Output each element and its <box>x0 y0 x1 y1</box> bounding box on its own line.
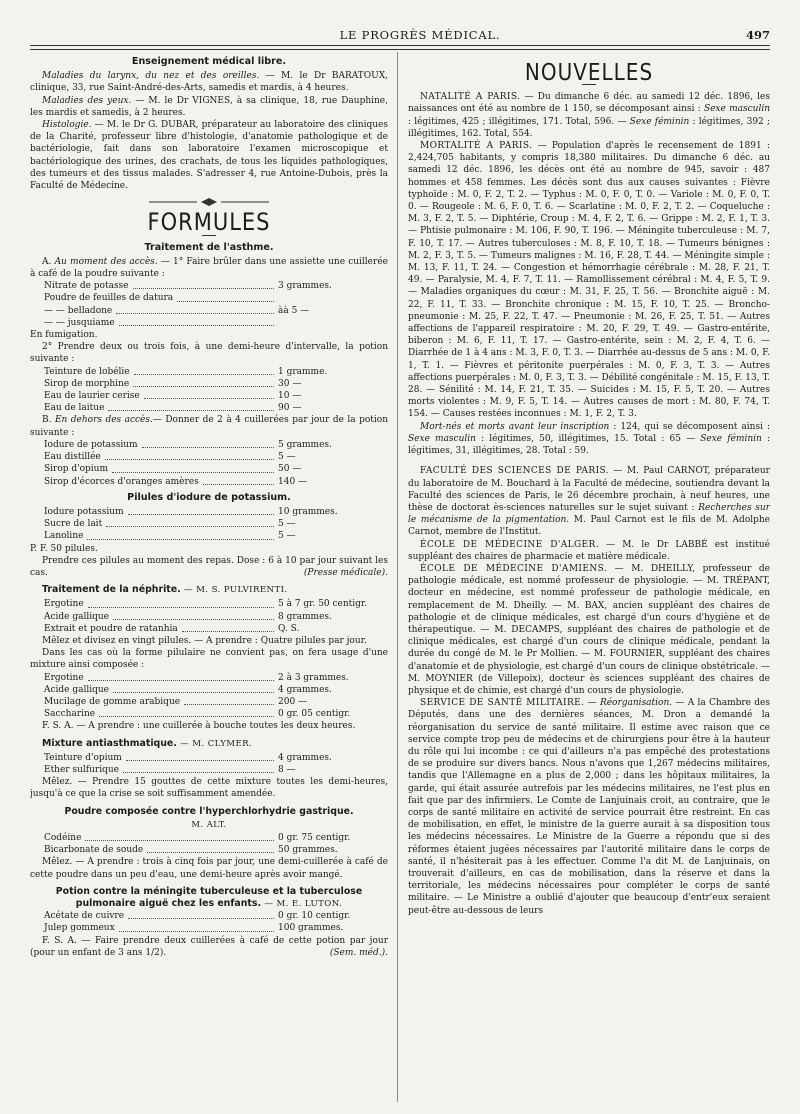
leader-dots <box>128 910 274 919</box>
recipe-list <box>30 598 388 635</box>
paragraph-mortnes <box>408 421 770 458</box>
ingredient-quantity: 140 — <box>278 476 308 487</box>
ingredient-name: Saccharine <box>44 709 96 720</box>
paragraph: Mêlez. — A prendre : trois à cinq fois par jour, une demi-cuillerée à café de cette poudre dans un peu d'eau, une demi-heure après avoir mangé. <box>30 857 388 880</box>
recipe-list <box>30 752 388 776</box>
paragraph <box>30 256 388 280</box>
ingredient-quantity: 50 — <box>278 464 302 475</box>
text: — A la Chambre des Députés, dans une des dernières séances, M. Dron a demandé la réorganisation du service de santé militaire. Il estime avec raison que ce service compte trop peu de médecins et de chirurgiens pour être à la hauteur du rôle qui lui incombe : ce qui d'ailleurs n'a pas empêché des protestations de se produire sur divers bancs. Nous n'avons que 1,267 médecins militaires, tandis que l'Allemagne en a plus de 2,000 ; dans les hôpitaux militaires, la garde, qui était assurée autrefois par les médecins militaires, ne l'est plus en fait que par des infirmiers. Le Comte de Lanjuinais croit, au contraire, que le corps de santé militaire en activité de service pourrait être restreint. En cas de mobilisation, en effet, le ministre de la guerre aurait à sa disposition tous les médecins nécessaires. Le Ministre de la Guerre a répondu que si des réformes étaient jugées nécessaires par l'autorité militaire dans le corps de santé, il n'hésiterait pas à les effectuer. Comme l'a dit M. de Lanjuinais, on trouverait d'ailleurs, en cas de mobilisation, dans la réserve et dans la territoriale, les médecins nécessaires pour compléter le corps de santé militaire. — Le Ministre a oublié d'ajouter que beaucoup d'entr'eux seraient peut-être au-dessous de leurs <box>408 698 770 916</box>
recipe-line <box>44 451 388 463</box>
ingredient-quantity: 0 gr. 10 centigr. <box>278 911 351 922</box>
paragraph: Mêlez. — Prendre 15 gouttes de cette mixture toutes les demi-heures, jusqu'à ce que la crise se soit suffisamment amendée. <box>30 777 388 800</box>
paragraph <box>30 95 388 119</box>
recipe-line <box>44 378 388 390</box>
leader-dots <box>119 317 274 326</box>
leader-dots <box>126 752 274 761</box>
ingredient-quantity: 0 gr. 75 centigr. <box>278 832 351 843</box>
ingredient-quantity: Q. S. <box>278 623 300 634</box>
ingredient-quantity: 8 — <box>278 764 296 775</box>
leader-dots <box>105 451 274 460</box>
leader-dots <box>203 476 274 485</box>
leader-dots <box>99 708 274 717</box>
text: — M. le Dr G. DUBAR, préparateur au laboratoire des cliniques de la Charité, professeur libre d'histologie, d'anatomie pathologique et de bactériologie, fait dans son laboratoire l'examen microscopique et bactériologique des urines, des crachats, de tous les liquides pathologiques, des tumeurs et des tissus malades. S'adresser 4, rue Antoine-Dubois, près la Faculté de Médecine. <box>30 120 388 192</box>
recipe-line <box>44 518 388 530</box>
ingredient-quantity: 8 grammes. <box>278 611 332 622</box>
paragraph: F. S. A. — A prendre : une cuillerée à bouche toutes les deux heures. <box>42 721 356 732</box>
recipe-line <box>44 463 388 475</box>
text: . M. Paul Carnot est le fils de M. Adolphe Carnot, membre de l'Institut. <box>408 515 770 538</box>
text: : légitimes, 50, illégitimes, 15. Total : 65 — <box>475 433 701 444</box>
ingredient-quantity: 10 — <box>278 391 302 402</box>
ingredient-name: Sirop d'opium <box>44 464 109 475</box>
leader-dots <box>133 280 274 289</box>
paragraph-mortalite <box>408 140 770 421</box>
leader-dots <box>119 922 274 931</box>
ingredient-name: Poudre de feuilles de datura <box>44 293 174 304</box>
text: A. <box>42 256 55 267</box>
lead: MORTALITÉ A PARIS. <box>420 141 533 152</box>
leader-dots <box>112 463 274 472</box>
source: (Sem. méd.). <box>329 947 388 958</box>
ingredient-quantity: 100 grammes. <box>278 923 344 934</box>
paragraph-amiens <box>408 563 770 697</box>
paragraph-faculte <box>408 465 770 538</box>
recipe-line <box>44 764 388 776</box>
leader-dots <box>116 305 274 314</box>
ingredient-quantity: 5 — <box>278 531 296 542</box>
recipe-line <box>44 439 388 451</box>
ingredient-name: Sirop d'écorces d'oranges amères <box>44 476 199 487</box>
paragraph: 2° Prendre deux ou trois fois, à une demi-heure d'intervalle, la potion suivante : <box>30 342 388 365</box>
text: — M. DHEILLY, professeur de pathologie médicale, est nommé professeur de physiologie. — M. TRÉPANT, docteur en médecine, est nommé professeur de pathologie médicale, en remplacement de M. Dheilly. — M. BAX, ancien suppléant des chaires de pathologie et de clinique médicales, est chargé d'un cours d'hygiène et de thérapeutique. — M. DECAMPS, suppléant des chaires de pathologie et de clinique médicales, est chargé d'un cours de clinique médicale, pendant la durée du congé de M. le Pr Mollien. — M. FOURNIER, suppléant des chaires d'anatomie et de physiologie, est chargé d'un cours de clinique obstétricale. — M. MOYNIER (de Villepoix), docteur ès sciences suppléant des chaires de physique et de chimie, est chargé d'un cours de physiologie. <box>408 563 770 696</box>
paragraph: P. F. 50 pilules. <box>30 543 98 554</box>
leader-dots <box>85 832 274 841</box>
ingredient-name: Acétate de cuivre <box>44 911 125 922</box>
lead: Maladies des yeux. <box>42 95 132 106</box>
ingredient-name: Julep gommeux <box>44 923 115 934</box>
ingredient-quantity <box>278 317 388 329</box>
ingredient-name: Extrait et poudre de ratanhia <box>44 623 178 634</box>
heading-potion <box>30 886 388 910</box>
text: : 124, qui se décomposent ainsi : <box>609 421 770 432</box>
ingredient-name: Ergotine <box>44 672 84 683</box>
title: Mixture antiasthmatique. <box>42 737 177 749</box>
paragraph: Mêlez et divisez en vingt pilules. — A prendre : Quatre pilules par jour. <box>42 635 367 646</box>
recipe-list <box>30 832 388 856</box>
ingredient-quantity: 200 — <box>278 696 308 707</box>
ingredient-name: Acide gallique <box>44 684 110 695</box>
ingredient-name: — — belladone <box>44 305 113 316</box>
leader-dots <box>113 684 274 693</box>
leader-dots <box>108 402 274 411</box>
ingredient-name: Eau de laitue <box>44 403 105 414</box>
ingredient-quantity: 30 — <box>278 378 302 389</box>
author: — M. E. LUTON. <box>264 899 343 909</box>
text: — M. le Dr BARATOUX, clinique, 33, rue Saint-André-des-Arts, samedis et mardis, à 4 heures. <box>30 71 388 94</box>
italic: Sexe féminin <box>700 433 762 444</box>
running-title: LE PROGRÈS MÉDICAL. <box>339 28 501 42</box>
ingredient-name: Acide gallique <box>44 611 110 622</box>
leader-dots <box>182 623 274 632</box>
text: — Donner de 2 à 4 cuillerées par jour de la potion suivante : <box>30 415 388 438</box>
recipe-list <box>30 366 388 415</box>
text: — M. le Dr VIGNES, à sa clinique, 18, rue Dauphine, les mardis et samedis, à 2 heures. <box>30 95 388 118</box>
recipe-line <box>44 844 388 856</box>
ingredient-quantity: 10 grammes. <box>278 506 338 517</box>
text: — Du dimanche 6 déc. au samedi 12 déc. 1896, les naissances ont été au nombre de 1 150, se décomposant ainsi : <box>408 92 770 115</box>
paragraph-alger <box>408 539 770 563</box>
ingredient-name: Teinture de lobélie <box>44 366 130 377</box>
ingredient-quantity: 1 gramme. <box>278 366 328 377</box>
recipe-line <box>44 530 388 542</box>
lead: En dehors des accès. <box>54 415 153 426</box>
leader-dots <box>128 506 274 515</box>
lead: FACULTÉ DES SCIENCES DE PARIS. <box>420 466 610 477</box>
title: Potion contre la méningite tuberculeuse et la tuberculose pulmonaire aiguë chez les enfants. <box>55 885 363 909</box>
page-number: 497 <box>745 28 770 42</box>
ingredient-quantity: 4 grammes. <box>278 684 332 695</box>
recipe-line <box>44 366 388 378</box>
paragraph: Dans les cas où la forme pilulaire ne convient pas, on fera usage d'une mixture ainsi composée : <box>30 648 388 671</box>
heading-poudre: Poudre composée contre l'hyperchlorhydrie gastrique. <box>64 805 354 817</box>
ingredient-quantity: 50 grammes. <box>278 845 338 856</box>
leader-dots <box>134 366 274 375</box>
recipe-line <box>44 684 388 696</box>
ingredient-name: Sirop de morphine <box>44 378 130 389</box>
text: — 1° Faire brûler dans une assiette une cuillerée à café de la poudre suivante : <box>30 256 388 280</box>
ingredient-quantity: 2 à 3 grammes. <box>278 672 349 683</box>
paragraph <box>30 555 388 579</box>
ingredient-name: Lanoline <box>44 531 84 542</box>
text: Prendre ces pilules au moment des repas. Dose : 6 à 10 par jour suivant les cas. <box>30 555 388 578</box>
ingredient-name: Nitrate de potasse <box>44 281 129 292</box>
author: — M. S. PULVIRENTI. <box>183 585 288 596</box>
leader-dots <box>106 518 274 527</box>
text: : légitimes, 392 ; illégitimes, 162. Total, 554. <box>408 116 770 139</box>
spacer <box>408 457 770 465</box>
recipe-line <box>44 506 388 518</box>
heading-nephrite <box>42 584 388 596</box>
leader-dots <box>133 378 274 387</box>
leader-dots <box>88 672 274 681</box>
lead: ÉCOLE DE MÉDECINE D'ALGER. <box>420 539 599 550</box>
leader-dots <box>87 530 274 539</box>
paragraph-natalite <box>408 91 770 140</box>
recipe-line <box>44 476 388 488</box>
recipe-line <box>44 390 388 402</box>
header-rule <box>30 45 770 50</box>
ingredient-name: — — jusquiame <box>44 317 115 328</box>
recipe-line <box>44 696 388 708</box>
paragraph <box>30 935 388 959</box>
heading-asthme: Traitement de l'asthme. <box>144 241 274 253</box>
leader-dots <box>147 844 274 853</box>
leader-dots <box>177 292 274 301</box>
heading-pilules: Pilules d'iodure de potassium. <box>127 491 291 503</box>
lead: Histologie. <box>42 120 92 131</box>
ingredient-name: Iodure de potassium <box>44 439 138 450</box>
section-title-nouvelles: NOUVELLES <box>524 58 654 86</box>
recipe-line <box>44 292 388 304</box>
lead: SERVICE DE SANTÉ MILITAIRE. <box>420 698 585 709</box>
ingredient-quantity: 90 — <box>278 403 302 414</box>
paragraph-service <box>408 697 770 917</box>
section-heading-enseignement: Enseignement médical libre. <box>131 56 287 67</box>
ingredient-quantity: 5 — <box>278 452 296 463</box>
text: : légitimes, 425 ; illégitimes, 171. Total, 596. — <box>408 116 630 127</box>
section-title-formules: FORMULES <box>147 208 271 237</box>
text: F. S. A. — Faire prendre deux cuillerées à café de cette potion par jour (pour un enfant de 3 ans 1/2). <box>30 935 388 958</box>
column-divider <box>397 52 398 1102</box>
paragraph <box>30 70 388 94</box>
leader-dots <box>184 696 274 705</box>
lead: NATALITÉ A PARIS. <box>420 92 521 103</box>
lead: Maladies du larynx, du nez et des oreilles. <box>42 71 260 82</box>
recipe-line <box>44 672 388 684</box>
recipe-line <box>44 317 388 329</box>
right-column <box>408 52 770 1107</box>
text: — M. Paul CARNOT, préparateur du laboratoire de M. Bouchard à la Faculté de médecine, soutiendra devant la Faculté des sciences de Paris, le 26 décembre prochain, à neuf heures, une thèse de doctorat ès-sciences naturelles sur le sujet suivant : <box>408 466 770 513</box>
recipe-list <box>30 280 388 329</box>
paragraph <box>30 414 388 438</box>
text: : légitimes, 31, illégitimes, 28. Total : 59. <box>408 433 770 457</box>
author: M. ALT. <box>191 818 227 829</box>
recipe-line <box>44 623 388 635</box>
leader-dots <box>113 611 274 620</box>
recipe-list <box>30 506 388 543</box>
ingredient-name: Mucilage de gomme arabique <box>44 696 181 707</box>
author: — M. CLYMER. <box>180 738 253 749</box>
recipe-list <box>30 672 388 721</box>
ingredient-quantity: 4 grammes. <box>278 752 332 763</box>
ingredient-name: Eau distillée <box>44 452 101 463</box>
recipe-line <box>44 280 388 292</box>
ingredient-quantity: 5 grammes. <box>278 439 332 450</box>
recipe-line <box>44 922 388 934</box>
source: (Presse médicale). <box>303 567 388 578</box>
ingredient-quantity: 3 grammes. <box>278 281 332 292</box>
recipe-line <box>44 752 388 764</box>
text: B. <box>42 415 55 426</box>
recipe-line <box>44 305 388 317</box>
lead: Au moment des accès. <box>54 256 158 267</box>
leader-dots <box>144 390 274 399</box>
leader-dots <box>88 598 274 607</box>
recipe-list <box>30 910 388 934</box>
heading-mixture <box>42 738 388 750</box>
italic: Sexe masculin <box>703 104 770 115</box>
recipe-line <box>44 832 388 844</box>
italic: Sexe féminin <box>629 116 690 127</box>
ingredient-name: Ether sulfurique <box>44 764 119 775</box>
recipe-line <box>44 598 388 610</box>
ingredient-name: Teinture d'opium <box>44 752 122 763</box>
ingredient-name: Ergotine <box>44 599 84 610</box>
ingredient-quantity: àà 5 — <box>278 305 310 316</box>
paragraph: En fumigation. <box>30 330 98 341</box>
ingredient-name: Codéine <box>44 832 82 843</box>
text: — M. le Dr LABBÉ est institué suppléant des chaires de pharmacie et matière médicale. <box>408 539 770 562</box>
recipe-list <box>30 439 388 488</box>
italic: — Réorganisation. <box>584 698 673 709</box>
ingredient-name: Iodure potassium <box>44 506 124 517</box>
recipe-line <box>44 611 388 623</box>
recipe-line <box>44 910 388 922</box>
lead: ÉCOLE DE MÉDECINE D'AMIENS. <box>420 563 608 574</box>
text: — Population d'après le recensement de 1891 : 2,424,705 habitants, y compris 18,380 militaires. Du dimanche 6 déc. au samedi 12 déc. 1896, les décès ont été au nombre de 945, savoir : 487 hommes et 458 femmes. Les décès sont dus aux causes suivantes : Fièvre typhoïde : M. 0, F. 2, T. 2. — Typhus : M. 0, F. 0, T. 0. — Variole : M. 0, F. 0, T. 0. — Rougeole : M. 6, F. 0, T. 6. — Scarlatine : M. 0, F. 2, T. 2. — Coqueluche : M. 3, F. 2, T. 5. — Diphtérie, Croup : M. 4, F. 2, T. 6. — Grippe : M. 2, F. 1, T. 3. — Phtisie pulmonaire : M. 106, F. 90, T. 196. — Méningite tuberculeuse : M. 7, F. 10, T. 17. — Autres tuberculoses : M. 8, F. 10, T. 18. — Tumeurs bénignes : M. 2, F. 3, T. 5. — Tumeurs malignes : M. 16, F. 28, T. 44. — Méningite simple : M. 13, F. 11, T. 24. — Congestion et hémorrhagie cérébrale : M. 28, F. 21, T. 49. — Paralysie, M. 4, F. 7, T. 11. — Ramollissement cérébral : M. 4, F. 5, T. 9. — Maladies organiques du cœur : M. 31, F. 25, T. 56. — Bronchite aiguë : M. 22, F. 11, T. 33. — Bronchite chronique : M. 15, F. 10, T. 25. — Broncho-pneumonie : M. 25, F. 22, T. 47. — Pneumonie : M. 26, F. 25, T. 51. — Autres affections de l'appareil respiratoire : M. 20, F. 29, T. 49. — Gastro-entérite, biberon : M. 6, F. 11, T. 17. — Gastro-entérite, sein : M. 2, F. 4, T. 6. — Diarrhée de 1 à 4 ans : M. 3, F. 0, T. 3. — Diarrhée au-dessus de 5 ans : M. 0, F. 1, T. 1. — Fièvres et péritonite puerpérales : M. 0, F. 3, T. 3. — Autres affections puerpérales : M. 0, F. 3, T. 3. — Débilité congénitale : M. 15, F. 13, T. 28. — Sénilité : M. 14, F. 21, T. 35. — Suicides : M. 15, F. 5, T. 20. — Autres morts violentes : M. 9, F. 5, T. 14. — Autres causes de mort : M. 80, F. 74, T. 154. — Causes restées inconnues : M. 1, F. 2, T. 3. <box>408 141 770 420</box>
ingredient-quantity: 0 gr. 05 centigr. <box>278 709 351 720</box>
lead: Mort-nés et morts avant leur inscription <box>420 421 610 432</box>
ingredient-name: Eau de laurier cerise <box>44 391 140 402</box>
ingredient-name: Bicarbonate de soude <box>44 845 144 856</box>
ingredient-quantity <box>278 292 388 304</box>
recipe-line <box>44 402 388 414</box>
left-column <box>30 52 388 1107</box>
ingredient-quantity: 5 — <box>278 519 296 530</box>
recipe-line <box>44 708 388 720</box>
ingredient-name: Sucre de lait <box>44 519 103 530</box>
leader-dots <box>123 764 274 773</box>
italic: Recherches sur le mécanisme de la pigmentation <box>408 502 770 526</box>
leader-dots <box>142 439 274 448</box>
page-header <box>30 28 770 44</box>
title: Traitement de la néphrite. <box>42 584 181 596</box>
paragraph <box>30 119 388 192</box>
italic: Sexe masculin <box>408 433 476 444</box>
ingredient-quantity: 5 à 7 gr. 50 centigr. <box>278 599 368 610</box>
